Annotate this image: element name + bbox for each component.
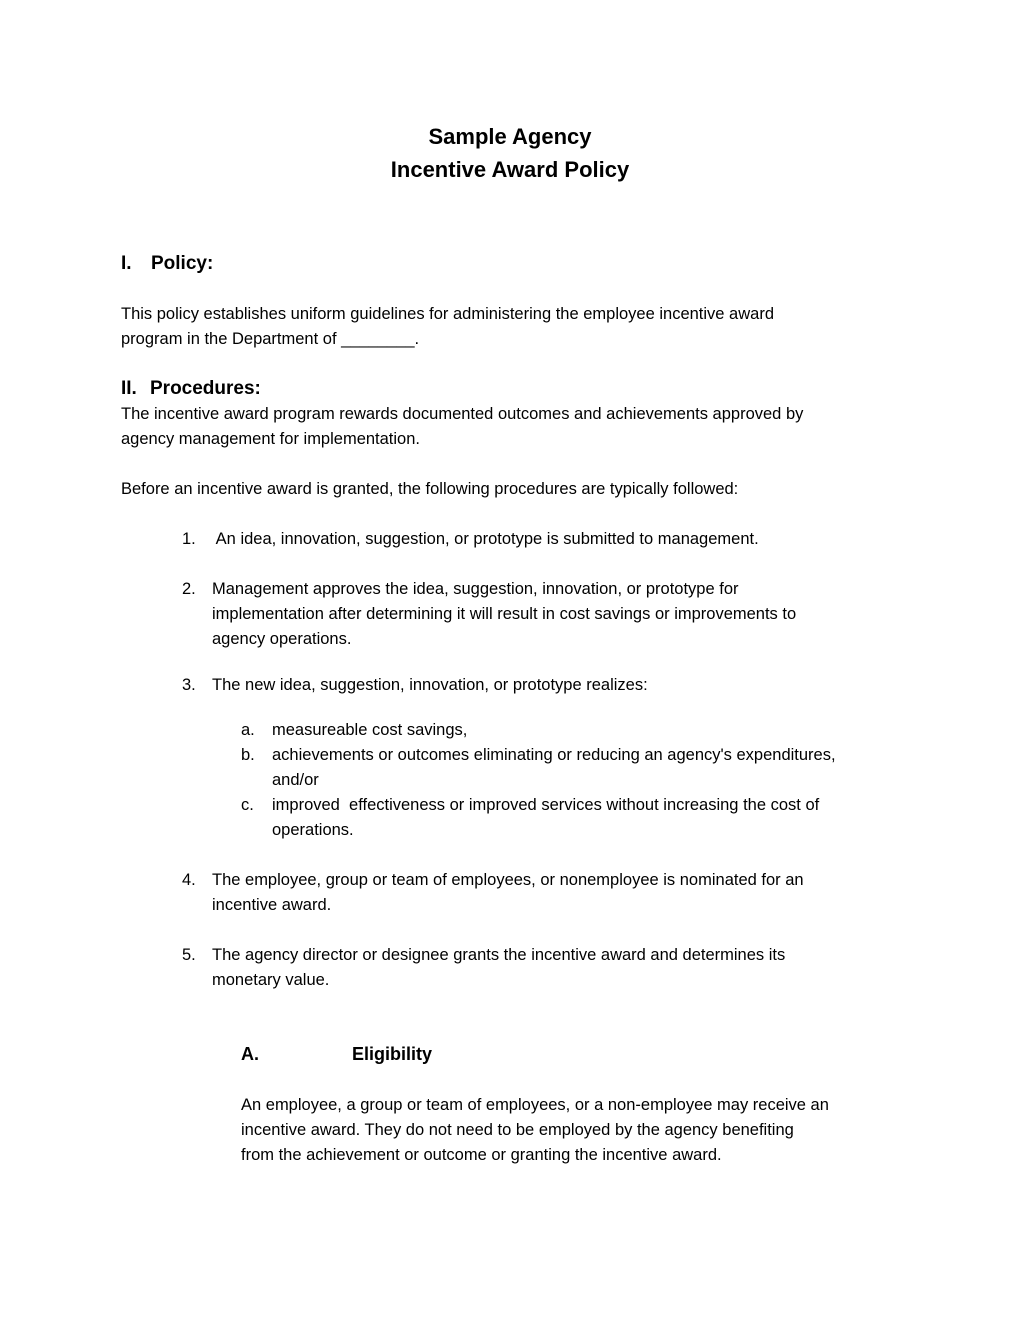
policy-paragraph-line: This policy establishes uniform guidelines for administering the employee incentive award (121, 305, 774, 323)
list-item (182, 673, 902, 698)
procedures-paragraph-line: The incentive award program rewards documented outcomes and achievements approved by (121, 405, 804, 423)
eligibility-paragraph-line: incentive award. They do not need to be employed by the agency benefiting (241, 1121, 794, 1139)
sublist-item (241, 793, 911, 843)
list-marker: 4. (182, 871, 196, 889)
eligibility-paragraph-line: from the achievement or outcome or granting the incentive award. (241, 1146, 722, 1164)
list-text: An idea, innovation, suggestion, or prototype is submitted to management. (212, 530, 759, 548)
sublist-text: and/or (272, 771, 319, 789)
section-number: I. (121, 253, 132, 274)
list-text: Management approves the idea, suggestion, innovation, or prototype for (212, 580, 739, 598)
list-text: The new idea, suggestion, innovation, or prototype realizes: (212, 676, 648, 694)
subsection-heading-eligibility (241, 1041, 432, 1067)
section-title: Policy: (151, 253, 214, 274)
list-marker: 2. (182, 580, 196, 598)
list-marker: 3. (182, 676, 196, 694)
list-item (182, 527, 902, 552)
list-text: agency operations. (212, 630, 352, 648)
policy-paragraph-line: program in the Department of ________. (121, 330, 420, 348)
eligibility-paragraph-line: An employee, a group or team of employees, or a non-employee may receive an (241, 1096, 829, 1114)
list-marker: 5. (182, 946, 196, 964)
sublist-text: improved effectiveness or improved services without increasing the cost of (272, 796, 820, 814)
list-text: The agency director or designee grants the incentive award and determines its (212, 946, 786, 964)
list-text: monetary value. (212, 971, 330, 989)
sublist-text: measureable cost savings, (272, 721, 468, 739)
sublist-marker: a. (241, 721, 255, 739)
sublist-item (241, 743, 911, 793)
section-number: II. (121, 378, 137, 399)
sublist-marker: b. (241, 746, 255, 764)
sublist-marker: c. (241, 796, 254, 814)
section-heading-procedures (121, 376, 261, 402)
list-item (182, 868, 902, 918)
document-subtitle: Incentive Award Policy (390, 157, 630, 182)
subsection-title: Eligibility (352, 1044, 433, 1064)
sublist-text: achievements or outcomes eliminating or reducing an agency's expenditures, (272, 746, 836, 764)
procedures-paragraph-line: agency management for implementation. (121, 430, 420, 448)
list-text: incentive award. (212, 896, 332, 914)
section-title: Procedures: (150, 378, 261, 399)
document-title: Sample Agency (428, 124, 592, 149)
section-heading-policy (121, 251, 213, 277)
list-marker: 1. (182, 530, 196, 548)
sublist-text: operations. (272, 821, 354, 839)
list-text: implementation after determining it will result in cost savings or improvements to (212, 605, 797, 623)
subsection-letter: A. (241, 1044, 259, 1064)
list-item (182, 943, 902, 993)
list-text: The employee, group or team of employees, or nonemployee is nominated for an (212, 871, 804, 889)
sublist-item (241, 718, 911, 743)
procedures-intro: Before an incentive award is granted, the following procedures are typically followed: (121, 480, 739, 498)
list-item (182, 577, 902, 652)
